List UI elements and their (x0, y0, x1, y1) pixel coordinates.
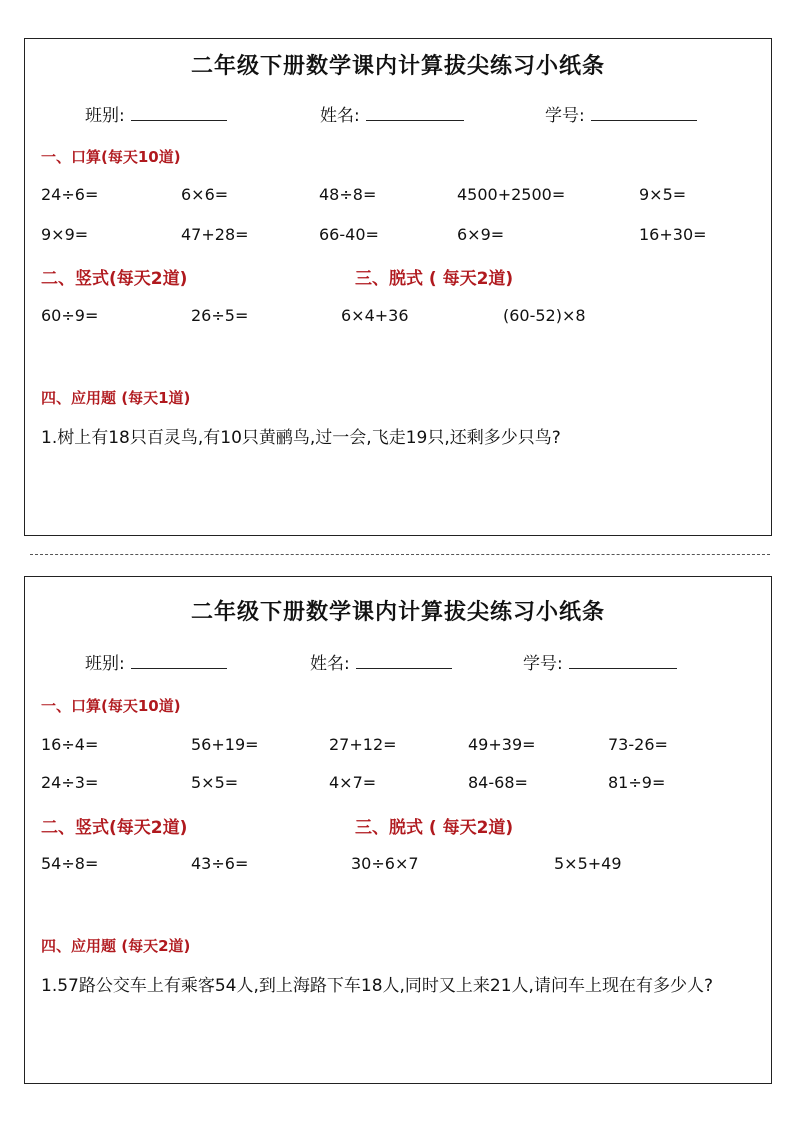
name-label: 姓名: (310, 654, 350, 674)
equation: 6×6= (181, 185, 229, 204)
section-vertical-calc: 二、竖式(每天2道) (41, 269, 188, 289)
equation: 9×9= (41, 225, 89, 244)
equation: 43÷6= (191, 854, 249, 873)
section-step-calc: 三、脱式 ( 每天2道) (355, 818, 514, 838)
equation: 4×7= (329, 773, 377, 792)
equation: 24÷6= (41, 185, 99, 204)
worksheet-title: 二年级下册数学课内计算拔尖练习小纸条 (190, 54, 605, 79)
equation: 24÷3= (41, 773, 99, 792)
section-step-calc: 三、脱式 ( 每天2道) (355, 269, 514, 289)
student-id-label: 学号: (545, 106, 585, 126)
worksheet-card-2 (24, 576, 772, 1084)
student-id-field (523, 649, 677, 674)
equation: (60-52)×8 (503, 306, 586, 325)
section-mental-math: 一、口算(每天10道) (41, 148, 181, 166)
student-id-field (545, 101, 697, 126)
name-field (310, 649, 452, 674)
equation: 5×5= (191, 773, 239, 792)
equation: 54÷8= (41, 854, 99, 873)
class-blank[interactable] (131, 106, 227, 121)
equation: 73-26= (608, 735, 668, 754)
equation: 60÷9= (41, 306, 99, 325)
worksheet-card-1 (24, 38, 772, 536)
equation: 5×5+49 (554, 854, 622, 873)
cut-line (30, 554, 770, 555)
equation: 6×9= (457, 225, 505, 244)
word-problem: 1.树上有18只百灵鸟,有10只黄鹂鸟,过一会,飞走19只,还剩多少只鸟? (41, 428, 561, 448)
equation: 27+12= (329, 735, 397, 754)
equation: 30÷6×7 (351, 854, 419, 873)
equation: 9×5= (639, 185, 687, 204)
name-field (320, 101, 464, 126)
word-problem: 1.57路公交车上有乘客54人,到上海路下车18人,同时又上来21人,请问车上现在有多少人? (41, 976, 713, 996)
worksheet-title: 二年级下册数学课内计算拔尖练习小纸条 (190, 600, 605, 625)
student-id-blank[interactable] (569, 654, 677, 669)
name-blank[interactable] (356, 654, 452, 669)
class-blank[interactable] (131, 654, 227, 669)
section-mental-math: 一、口算(每天10道) (41, 697, 181, 715)
equation: 81÷9= (608, 773, 666, 792)
section-vertical-calc: 二、竖式(每天2道) (41, 818, 188, 838)
section-word-problem: 四、应用题 (每天2道) (41, 937, 191, 955)
equation: 26÷5= (191, 306, 249, 325)
name-label: 姓名: (320, 106, 360, 126)
student-id-blank[interactable] (591, 106, 697, 121)
equation: 84-68= (468, 773, 528, 792)
equation: 48÷8= (319, 185, 377, 204)
equation: 16+30= (639, 225, 707, 244)
equation: 4500+2500= (457, 185, 566, 204)
equation: 66-40= (319, 225, 379, 244)
class-label: 班别: (85, 654, 125, 674)
equation: 56+19= (191, 735, 259, 754)
class-field (85, 649, 227, 674)
name-blank[interactable] (366, 106, 464, 121)
equation: 47+28= (181, 225, 249, 244)
equation: 16÷4= (41, 735, 99, 754)
equation: 6×4+36 (341, 306, 409, 325)
section-word-problem: 四、应用题 (每天1道) (41, 389, 191, 407)
class-label: 班别: (85, 106, 125, 126)
class-field (85, 101, 227, 126)
student-id-label: 学号: (523, 654, 563, 674)
equation: 49+39= (468, 735, 536, 754)
